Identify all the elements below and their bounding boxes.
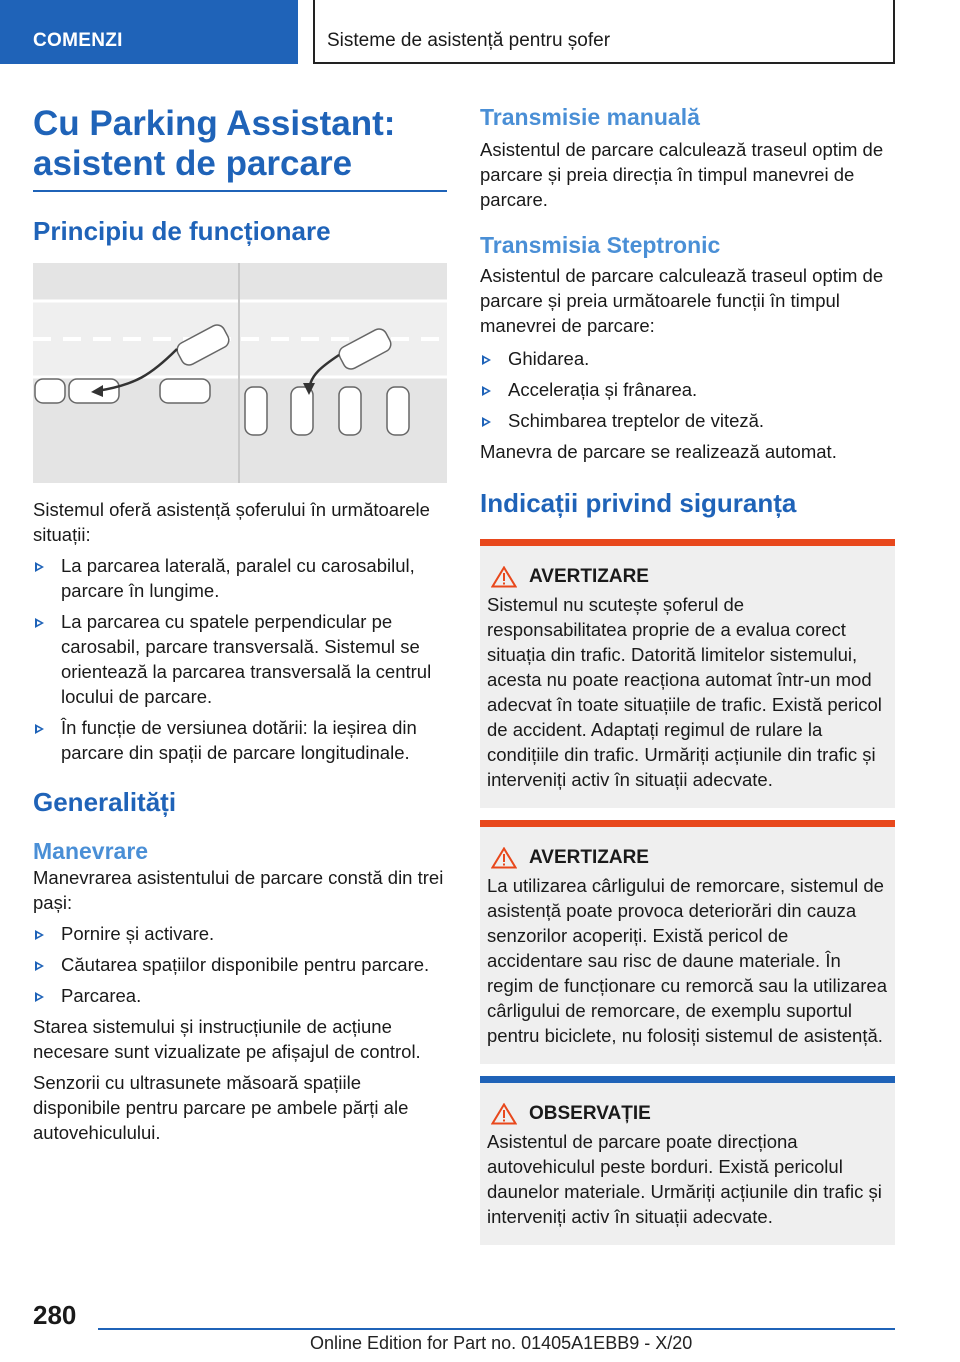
intro-text: Sistemul oferă asistență șoferului în următoarele situații: (33, 499, 430, 545)
situations-list (33, 553, 447, 765)
warning-header: AVERTIZARE (487, 847, 888, 869)
manual-text: Asistentul de parcare calculează traseul optim de parcare și preia direcția în timpul manevrei de parcare. (480, 139, 884, 210)
steps-list (33, 921, 447, 1008)
list-item: Ghidarea. (480, 346, 895, 371)
warning-header: AVERTIZARE (487, 566, 888, 588)
list-item: Parcarea. (33, 983, 447, 1008)
warning-box (480, 539, 895, 808)
status-text: Starea sistemului și instrucțiunile de acțiune necesare sunt vizualizate pe afișajul de control. (33, 1016, 421, 1062)
list-item: Schimbarea treptelor de viteză. (480, 408, 895, 433)
edition-text: Online Edition for Part no. 01405A1EBB9 - X/20 (310, 1333, 693, 1353)
warning-text: Sistemul nu scutește șoferul de responsabilitatea proprie de a evalua corect situația din trafic. Datorită limitelor sistemului, acesta nu poate reacționa automat într-un mod adecvat în toate situațiile de trafic. Există pericol de accident. Adaptați regimul de rulare la condițiile din trafic. Urmăriți acțiunile din trafic și interveniți activ în situații adecvate. (487, 594, 882, 790)
auto-text: Manevra de parcare se realizează automat. (480, 441, 837, 462)
page-number: 280 (33, 1300, 77, 1330)
triangle-bullet-icon (35, 961, 44, 971)
manual-heading: Transmisie manuală (480, 104, 700, 130)
safety-heading: Indicații privind siguranța (480, 488, 797, 518)
list-item: Pornire și activare. (33, 921, 447, 946)
triangle-bullet-icon (482, 417, 491, 427)
maneuver-heading: Manevrare (33, 838, 149, 864)
page-title: Cu Parking Assistant: asistent de parcare (33, 104, 447, 192)
triangle-bullet-icon (35, 562, 44, 572)
warning-triangle-icon (491, 566, 517, 588)
caution-triangle-icon (491, 1103, 517, 1125)
left-column (33, 104, 447, 1145)
list-item: Accelerația și frânarea. (480, 377, 895, 402)
list-item: La parcarea laterală, paralel cu carosabilul, parcare în lungime. (33, 553, 447, 603)
sensors-text: Senzorii cu ultrasunete măsoară spațiile disponibile pentru parcare pe ambele părți ale autovehiculului. (33, 1072, 409, 1143)
triangle-bullet-icon (35, 724, 44, 734)
note-text: Asistentul de parcare poate direcționa autovehiculul peste borduri. Există pericolul daunelor materiale. Urmăriți acțiunile din trafic și interveniți activ în situații adecvate. (487, 1131, 882, 1227)
warning-box (480, 820, 895, 1064)
chapter-title: Sisteme de asistență pentru șofer (313, 0, 895, 64)
maneuver-intro: Manevrarea asistentului de parcare constă din trei pași: (33, 867, 444, 913)
warning-triangle-icon (491, 847, 517, 869)
steptronic-text: Asistentul de parcare calculează traseul optim de parcare și preia următoarele funcții în timpul manevrei de parcare: (480, 265, 884, 336)
steptronic-heading: Transmisia Steptronic (480, 232, 721, 258)
triangle-bullet-icon (35, 930, 44, 940)
list-item: Căutarea spațiilor disponibile pentru parcare. (33, 952, 447, 977)
footer-divider (98, 1328, 895, 1330)
principle-heading: Principiu de funcționare (33, 216, 331, 246)
list-item: În funcție de versiunea dotării: la ieșirea din parcare din spații de parcare longitudinale. (33, 715, 447, 765)
parking-diagram-image (33, 263, 447, 483)
note-header: OBSERVAȚIE (487, 1103, 888, 1125)
functions-list (480, 346, 895, 433)
triangle-bullet-icon (482, 386, 491, 396)
triangle-bullet-icon (35, 992, 44, 1002)
general-heading: Generalități (33, 787, 177, 817)
right-column (480, 104, 895, 1245)
warning-text: La utilizarea cârligului de remorcare, sistemul de asistență poate provoca deteriorări din cauza senzorilor acoperiți. Există pericol de accidentare sau risc de daune materiale. În regim de funcționare cu remorcă sau la utilizarea cârligului de remorcare, de exemplu suportul pentru biciclete, nu folosiți sistemul de asistență. (487, 875, 887, 1046)
section-tab: COMENZI (0, 0, 298, 64)
list-item: La parcarea cu spatele perpendicular pe carosabil, parcare transversală. Sistemul se orientează la parcarea transversală la centrul locului de parcare. (33, 609, 447, 709)
parking-illustration (33, 263, 447, 483)
triangle-bullet-icon (482, 355, 491, 365)
note-box (480, 1076, 895, 1245)
triangle-bullet-icon (35, 618, 44, 628)
